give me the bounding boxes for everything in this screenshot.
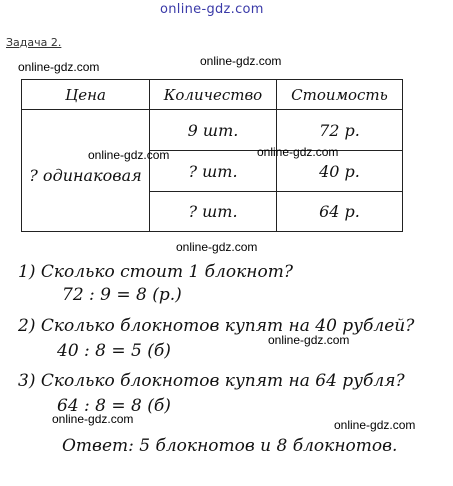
calculation-1: 72 : 9 = 8 (р.) bbox=[62, 285, 182, 305]
calculation-3: 64 : 8 = 8 (б) bbox=[57, 396, 171, 416]
qty-cell: ? шт. bbox=[150, 151, 277, 192]
watermark: online-gdz.com bbox=[268, 333, 350, 347]
task-label: Задача 2. bbox=[6, 36, 62, 49]
final-answer: Ответ: 5 блокнотов и 8 блокнотов. bbox=[62, 436, 398, 456]
watermark: online-gdz.com bbox=[257, 145, 339, 159]
price-value: ? одинаковая bbox=[29, 166, 142, 185]
data-table bbox=[21, 79, 403, 232]
watermark: online-gdz.com bbox=[52, 412, 134, 426]
calculation-2: 40 : 8 = 5 (б) bbox=[57, 341, 171, 361]
cost-cell: 40 р. bbox=[277, 151, 403, 192]
header-quantity: Количество bbox=[150, 80, 277, 110]
cost-cell: 72 р. bbox=[277, 110, 403, 151]
cost-cell: 64 р. bbox=[277, 192, 403, 232]
qty-cell: ? шт. bbox=[150, 192, 277, 232]
header-price: Цена bbox=[22, 80, 150, 110]
question-1: 1) Сколько стоит 1 блокнот? bbox=[18, 262, 293, 282]
watermark: online-gdz.com bbox=[334, 418, 416, 432]
watermark: online-gdz.com bbox=[88, 148, 170, 162]
watermark: online-gdz.com bbox=[176, 240, 258, 254]
price-cell bbox=[22, 110, 150, 232]
qty-cell: 9 шт. bbox=[150, 110, 277, 151]
question-3: 3) Сколько блокнотов купят на 64 рубля? bbox=[18, 371, 405, 391]
watermark: online-gdz.com bbox=[18, 60, 100, 74]
watermark: online-gdz.com bbox=[200, 54, 282, 68]
header-cost: Стоимость bbox=[277, 80, 403, 110]
site-banner: online-gdz.com bbox=[160, 2, 264, 17]
question-2: 2) Сколько блокнотов купят на 40 рублей? bbox=[18, 316, 415, 336]
